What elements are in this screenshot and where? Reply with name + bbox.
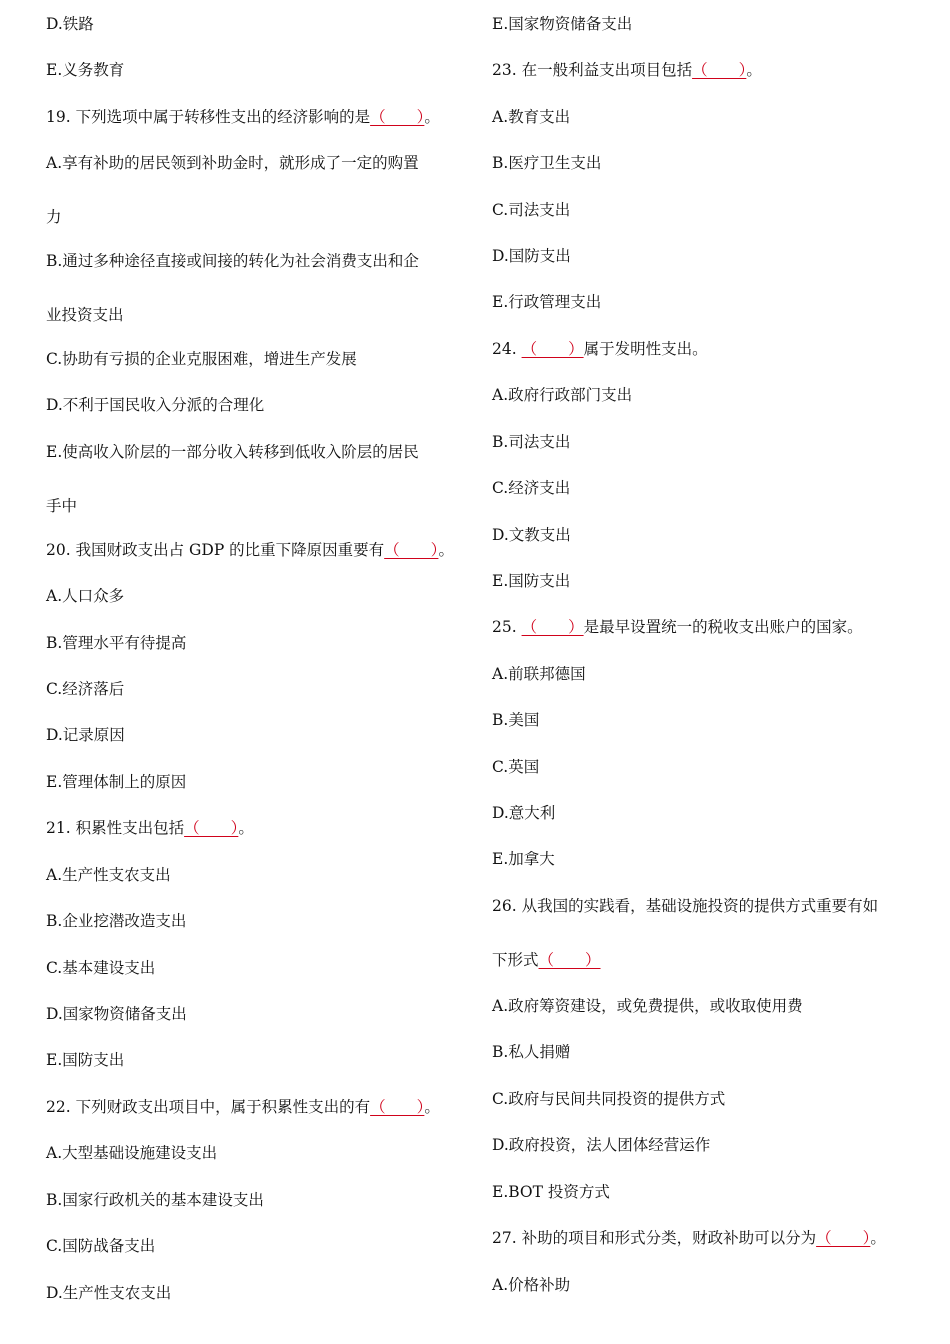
option-item xyxy=(46,14,94,34)
option-item xyxy=(492,664,586,684)
line-text-after: 。 xyxy=(746,61,762,79)
option-item xyxy=(46,586,124,606)
line-text: E.加拿大 xyxy=(492,850,555,868)
line-text: E.BOT 投资方式 xyxy=(492,1183,610,1201)
option-item xyxy=(46,1283,171,1303)
text-line xyxy=(46,305,124,325)
option-item xyxy=(46,60,124,80)
option-item xyxy=(492,1135,710,1155)
line-text: D.铁路 xyxy=(46,15,94,33)
line-text-after: 。 xyxy=(238,819,254,837)
option-item xyxy=(492,757,539,777)
option-item xyxy=(492,478,570,498)
line-text: E.国家物资储备支出 xyxy=(492,15,633,33)
option-item xyxy=(492,996,803,1016)
line-text: D.文教支出 xyxy=(492,526,571,544)
line-text-after: 属于发明性支出。 xyxy=(583,340,708,358)
option-item xyxy=(46,633,186,653)
option-item xyxy=(46,1050,124,1070)
option-item xyxy=(492,246,571,266)
line-text-after: 。 xyxy=(870,1229,886,1247)
line-text: A.前联邦德国 xyxy=(492,665,586,683)
line-text: D.不利于国民收入分派的合理化 xyxy=(46,396,265,414)
answer-blank: （ ） xyxy=(370,1098,425,1116)
line-text: D.国防支出 xyxy=(492,247,571,265)
question-text xyxy=(492,60,762,80)
line-text: D.生产性支农支出 xyxy=(46,1284,172,1302)
line-text: E.国防支出 xyxy=(46,1051,125,1069)
line-text: C.政府与民间共同投资的提供方式 xyxy=(492,1090,726,1108)
line-text: 27. 补助的项目和形式分类，财政补助可以分为 xyxy=(492,1229,817,1247)
line-text: E.管理体制上的原因 xyxy=(46,773,187,791)
line-text: A.享有补助的居民领到补助金时，就形成了一定的购置 xyxy=(46,154,419,172)
option-item xyxy=(46,958,155,978)
line-text: B.通过多种途径直接或间接的转化为社会消费支出和企 xyxy=(46,252,419,270)
line-text: C.司法支出 xyxy=(492,201,571,219)
line-text: A.生产性支农支出 xyxy=(46,866,171,884)
line-text: A.人口众多 xyxy=(46,587,125,605)
line-text: 23. 在一般利益支出项目包括 xyxy=(492,61,693,79)
line-text: 20. 我国财政支出占 GDP 的比重下降原因重要有 xyxy=(46,541,385,559)
question-text xyxy=(492,896,878,916)
answer-blank: （ ） xyxy=(521,618,584,636)
line-text: C.国防战备支出 xyxy=(46,1237,156,1255)
option-item xyxy=(46,1004,187,1024)
option-item xyxy=(46,1143,217,1163)
option-item xyxy=(46,679,124,699)
line-text: C.经济落后 xyxy=(46,680,125,698)
option-item xyxy=(492,1089,725,1109)
line-text-after: 。 xyxy=(424,108,440,126)
line-text: C.经济支出 xyxy=(492,479,571,497)
option-item xyxy=(492,571,570,591)
line-text-after: 是最早设置统一的税收支出账户的国家。 xyxy=(583,618,863,636)
line-text: 下形式 xyxy=(492,951,539,969)
option-item xyxy=(492,107,570,127)
line-text: E.义务教育 xyxy=(46,61,125,79)
option-item xyxy=(492,1182,610,1202)
option-item xyxy=(492,849,555,869)
line-text: A.教育支出 xyxy=(492,108,571,126)
line-text-after: 。 xyxy=(438,541,454,559)
line-text: 手中 xyxy=(46,497,78,515)
answer-blank: （ ） xyxy=(538,951,601,969)
line-text: E.使高收入阶层的一部分收入转移到低收入阶层的居民 xyxy=(46,443,419,461)
text-line xyxy=(46,496,77,516)
option-item xyxy=(46,725,125,745)
answer-blank: （ ） xyxy=(184,819,239,837)
line-text: 26. 从我国的实践看，基础设施投资的提供方式重要有如 xyxy=(492,897,879,915)
line-text: B.美国 xyxy=(492,711,540,729)
question-text xyxy=(46,1097,440,1117)
option-item xyxy=(46,251,419,271)
option-item xyxy=(46,772,186,792)
line-text: A.政府筹资建设，或免费提供，或收取使用费 xyxy=(492,997,803,1015)
line-text: B.管理水平有待提高 xyxy=(46,634,187,652)
line-text: 21. 积累性支出包括 xyxy=(46,819,185,837)
answer-blank: （ ） xyxy=(692,61,747,79)
question-text xyxy=(46,540,454,560)
option-item xyxy=(492,153,601,173)
line-text: A.价格补助 xyxy=(492,1276,571,1294)
option-item xyxy=(46,349,357,369)
option-item xyxy=(492,1275,570,1295)
line-text: B.医疗卫生支出 xyxy=(492,154,602,172)
line-text: 19. 下列选项中属于转移性支出的经济影响的是 xyxy=(46,108,371,126)
line-text: 25. xyxy=(492,618,522,636)
option-item xyxy=(492,385,632,405)
option-item xyxy=(46,395,264,415)
text-line xyxy=(46,207,62,227)
option-item xyxy=(492,292,601,312)
option-item xyxy=(492,432,570,452)
option-item xyxy=(46,1190,264,1210)
line-text: E.行政管理支出 xyxy=(492,293,602,311)
option-item xyxy=(46,865,171,885)
option-item xyxy=(492,200,570,220)
line-text: A.大型基础设施建设支出 xyxy=(46,1144,218,1162)
line-text: C.基本建设支出 xyxy=(46,959,156,977)
line-text: 24. xyxy=(492,340,522,358)
answer-blank: （ ） xyxy=(521,340,584,358)
line-text: B.司法支出 xyxy=(492,433,571,451)
line-text: C.英国 xyxy=(492,758,540,776)
option-item xyxy=(492,14,632,34)
option-item xyxy=(46,153,419,173)
line-text: D.记录原因 xyxy=(46,726,125,744)
line-text: E.国防支出 xyxy=(492,572,571,590)
line-text: 力 xyxy=(46,208,62,226)
line-text: C.协助有亏损的企业克服困难，增进生产发展 xyxy=(46,350,357,368)
question-text xyxy=(46,818,254,838)
line-text: 业投资支出 xyxy=(46,306,124,324)
line-text: B.企业挖潜改造支出 xyxy=(46,912,187,930)
answer-blank: （ ） xyxy=(816,1229,871,1247)
line-text: B.私人捐赠 xyxy=(492,1043,571,1061)
line-text: D.国家物资储备支出 xyxy=(46,1005,187,1023)
option-item xyxy=(492,525,571,545)
option-item xyxy=(46,1236,155,1256)
line-text: D.政府投资，法人团体经营运作 xyxy=(492,1136,711,1154)
line-text: A.政府行政部门支出 xyxy=(492,386,633,404)
option-item xyxy=(492,1042,570,1062)
option-item xyxy=(492,710,539,730)
line-text: D.意大利 xyxy=(492,804,556,822)
option-item xyxy=(492,803,555,823)
line-text: B.国家行政机关的基本建设支出 xyxy=(46,1191,264,1209)
answer-blank: （ ） xyxy=(370,108,425,126)
option-item xyxy=(46,911,186,931)
question-text xyxy=(492,617,863,637)
text-line xyxy=(492,950,601,970)
question-text xyxy=(492,339,708,359)
line-text: 22. 下列财政支出项目中，属于积累性支出的有 xyxy=(46,1098,371,1116)
question-text xyxy=(46,107,440,127)
option-item xyxy=(46,442,419,462)
answer-blank: （ ） xyxy=(384,541,439,559)
question-text xyxy=(492,1228,886,1248)
line-text-after: 。 xyxy=(424,1098,440,1116)
